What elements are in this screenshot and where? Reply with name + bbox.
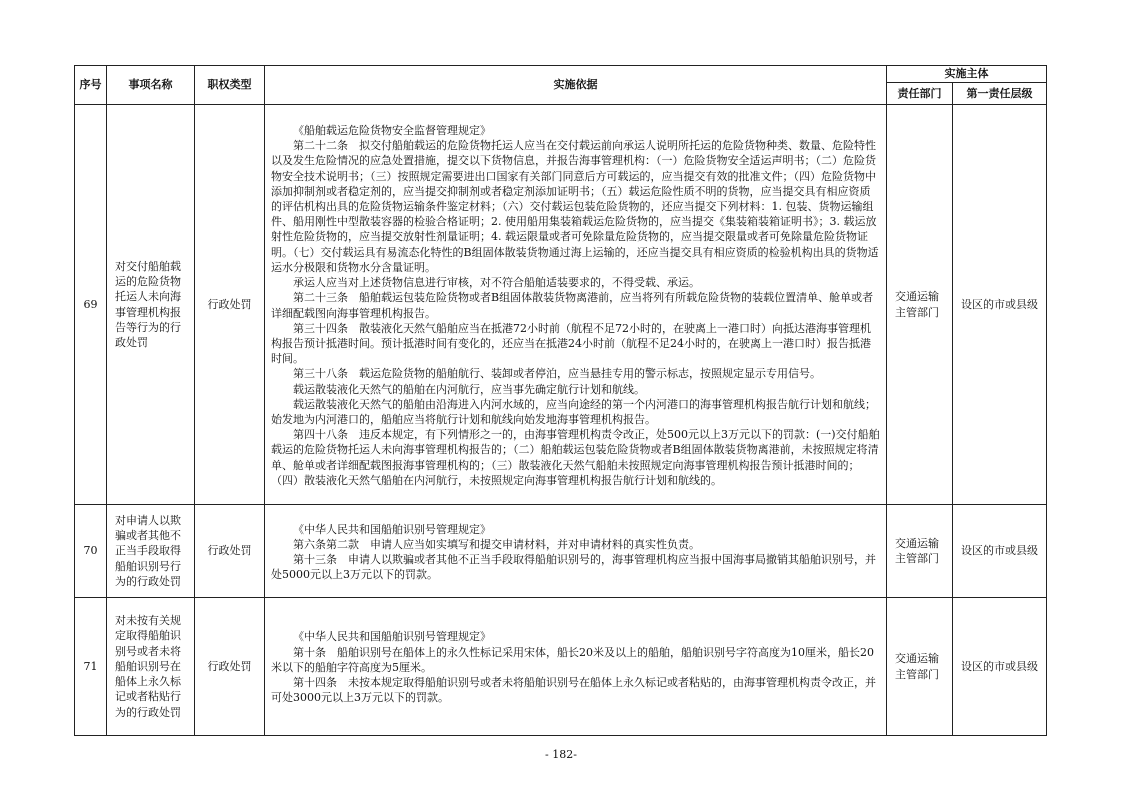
- header-power-type: 职权类型: [195, 66, 265, 105]
- basis-line: 《船舶载运危险货物安全监督管理规定》: [293, 124, 491, 138]
- header-item-name: 事项名称: [107, 66, 195, 105]
- document-page: [74, 65, 1046, 736]
- basis-line: 第十三条 申请人以欺骗或者其他不正当手段取得船舶识别号的，海事管理机构应当报中国海事局撤销其船舶识别号，并处5000元以上3万元以下的罚款。: [271, 553, 876, 582]
- basis-line: 第三十四条 散装液化天然气船舶应当在抵港72小时前（航程不足72小时的，在驶离上一港口时）向抵达港海事管理机构报告预计抵港时间。预计抵港时间有变化的，还应当在抵港24小时前（航程不足24小时的，在驶离上一港口时）报告抵港时间。: [271, 321, 871, 366]
- row-seq: 71: [75, 598, 107, 736]
- basis-line: 第二十三条 船舶载运包装危险货物或者B组固体散装货物离港前，应当将列有所载危险货物的装载位置清单、舱单或者详细配载图向海事管理机构报告。: [271, 291, 874, 320]
- basis-line: 第二十二条 拟交付船舶载运的危险货物托运人应当在交付载运前向承运人说明所托运的危险货物种类、数量、危险特性以及发生危险情况的应急处置措施，提交以下货物信息，并报告海事管理机构：（一）危险货物安全适运声明书；（二）危险货物安全技术说明书；（三）按照规定需要进出口国家有关部门同意后方可载运的，应当提交有效的批准文件；（四）危险货物中添加抑制剂或者稳定剂的，应当提交抑制剂或者稳定剂添加证明书；（五）载运危险性质不明的货物，应当提交具有相应资质的评估机构出具的危险货物运输条件鉴定材料；（六）交付载运包装危险货物的，还应当提交下列材料：1. 包装、货物运输组件、船用刚性中型散装容器的检验合格证明；2. 使用船用集装箱载运危险货物的，应当提交《集装箱装箱证明书》；3. 载运放射性危险货物的，应当提交放射性剂量证明；4. 载运限量或者可免除量危险货物的，应当提交限量或者可免除量危险货物证明。（七）交付载运具有易流态化特性的B组固体散装货物通过海上运输的，还应当提交具有相应资质的检验机构出具的货物适运水分极限和货物水分含量证明。: [271, 139, 879, 274]
- row-item-name: 对申请人以欺骗或者其他不正当手段取得船舶识别号行为的行政处罚: [107, 505, 195, 598]
- row-item-name: 对未按有关规定取得船舶识别号或者未将船舶识别号在船体上永久标记或者粘贴行为的行政处罚: [107, 598, 195, 736]
- basis-line: 《中华人民共和国船舶识别号管理规定》: [293, 630, 491, 644]
- row-dept: 交通运输主管部门: [887, 505, 953, 598]
- header-basis: 实施依据: [265, 66, 887, 105]
- row-level: 设区的市或县级: [953, 105, 1047, 505]
- row-dept: 交通运输主管部门: [887, 598, 953, 736]
- header-seq: 序号: [75, 66, 107, 105]
- row-dept: 交通运输主管部门: [887, 105, 953, 505]
- basis-line: 第十四条 未按本规定取得船舶识别号或者未将船舶识别号在船体上永久标记或者粘贴的，由海事管理机构责令改正，并可处3000元以上3万元以下的罚款。: [271, 676, 876, 705]
- row-power-type: 行政处罚: [195, 105, 265, 505]
- power-list-table: [74, 65, 1047, 736]
- basis-line: 承运人应当对上述货物信息进行审核，对不符合船舶适装要求的，不得受载、承运。: [293, 276, 700, 290]
- row-basis: [265, 598, 887, 736]
- row-item-name: 对交付船舶载运的危险货物托运人未向海事管理机构报告等行为的行政处罚: [107, 105, 195, 505]
- row-power-type: 行政处罚: [195, 598, 265, 736]
- row-level: 设区的市或县级: [953, 505, 1047, 598]
- row-seq: 70: [75, 505, 107, 598]
- basis-line: 第六条第二款 申请人应当如实填写和提交申请材料，并对申请材料的真实性负责。: [293, 537, 700, 551]
- basis-line: 《中华人民共和国船舶识别号管理规定》: [293, 522, 491, 536]
- table-row: [75, 598, 1047, 736]
- basis-line: 第三十八条 载运危险货物的船舶航行、装卸或者停泊，应当悬挂专用的警示标志，按照规定显示专用信号。: [293, 367, 821, 381]
- table-row: [75, 505, 1047, 598]
- row-level: 设区的市或县级: [953, 598, 1047, 736]
- row-seq: 69: [75, 105, 107, 505]
- page-number: - 182-: [545, 748, 577, 761]
- row-power-type: 行政处罚: [195, 505, 265, 598]
- header-subject: 实施主体: [887, 66, 1047, 83]
- row-basis: [265, 505, 887, 598]
- basis-line: 载运散装液化天然气的船舶在内河航行，应当事先确定航行计划和航线。: [293, 382, 645, 396]
- basis-line: 第十条 船舶识别号在船体上的永久性标记采用宋体，船长20米及以上的船舶，船舶识别号字符高度为10厘米，船长20米以下的船舶字符高度为5厘米。: [271, 645, 874, 674]
- header-dept: 责任部门: [887, 83, 953, 105]
- row-basis: [265, 105, 887, 505]
- header-level: 第一责任层级: [953, 83, 1047, 105]
- table-row: [75, 105, 1047, 505]
- basis-line: 第四十八条 违反本规定，有下列情形之一的，由海事管理机构责令改正，处500元以上3万元以下的罚款：(一)交付船舶载运的危险货物托运人未向海事管理机构报告的；（二）船舶载运包装危险货物或者B组固体散装货物离港前，未按照规定将清单、舱单或者详细配载图报海事管理机构的；（三）散装液化天然气船舶未按照规定向海事管理机构报告预计抵港时间的；（四）散装液化天然气船舶在内河航行，未按照规定向海事管理机构报告航行计划和航线的。: [271, 428, 880, 487]
- basis-line: 载运散装液化天然气的船舶由沿海进入内河水域的，应当向途经的第一个内河港口的海事管理机构报告航行计划和航线；始发地为内河港口的，船舶应当将航行计划和航线向始发地海事管理机构报告。: [271, 397, 876, 426]
